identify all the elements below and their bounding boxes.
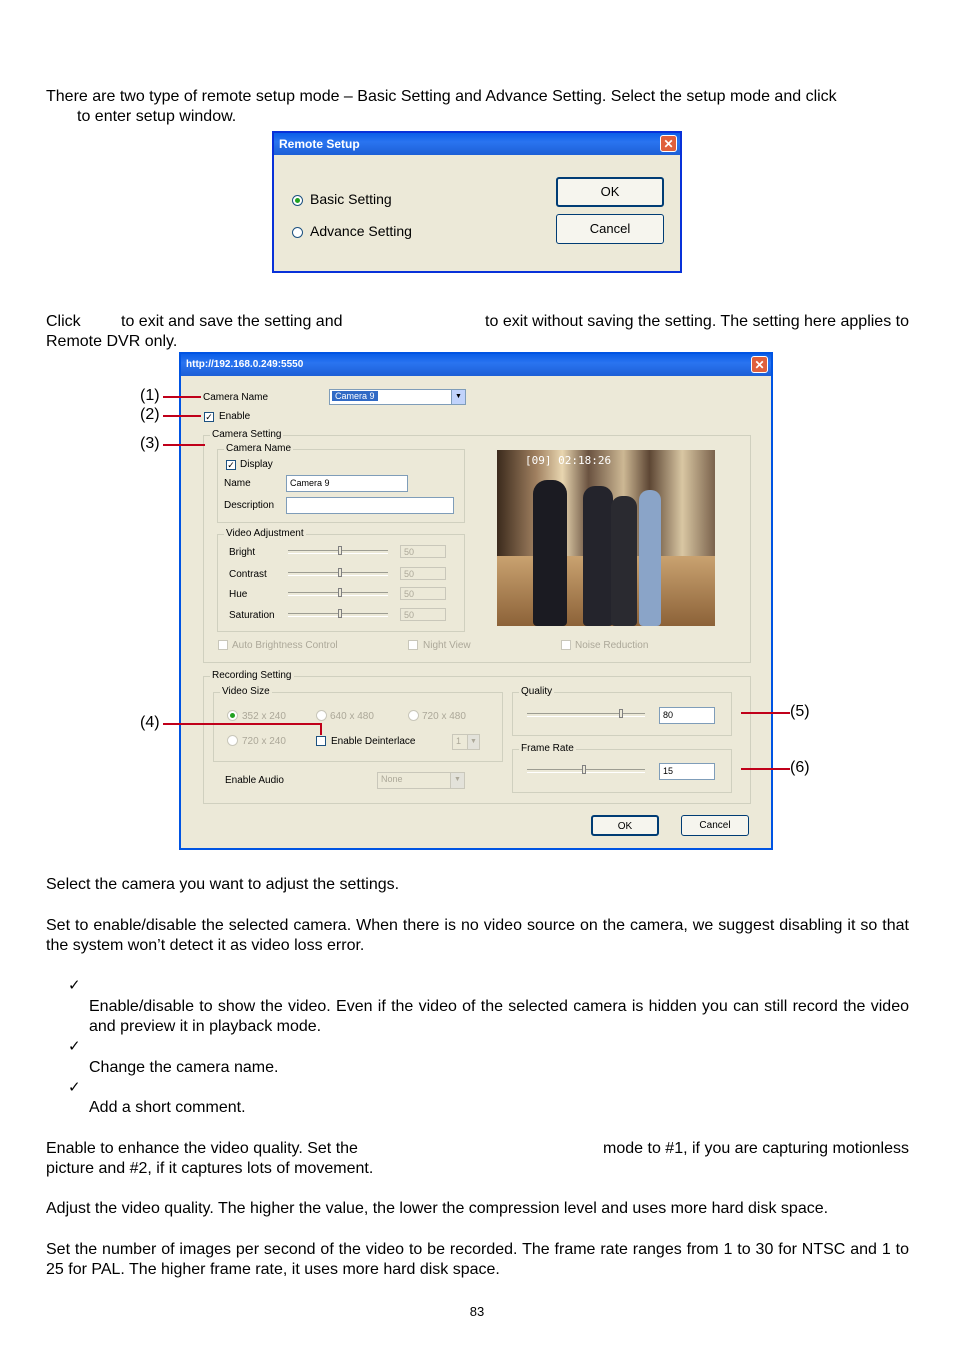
callout-2-line: [163, 415, 201, 417]
click-text-save: to exit and save the setting and: [121, 313, 343, 330]
camera-setup-title: http://192.168.0.249:5550: [186, 359, 304, 370]
audio-select-value: None: [381, 774, 403, 784]
enable-audio-label: Enable Audio: [225, 775, 284, 786]
night-view-checkbox[interactable]: [408, 640, 418, 650]
frame-rate-title: Frame Rate: [521, 743, 574, 754]
ok-button[interactable]: OK: [591, 815, 659, 836]
chevron-down-icon[interactable]: ▼: [451, 390, 465, 404]
quality-slider[interactable]: [527, 713, 645, 717]
paragraph-deinterlace-start: Enable to enhance the video quality. Set the: [46, 1140, 358, 1157]
description-input[interactable]: [286, 497, 454, 514]
camera-preview: [497, 450, 715, 626]
deinterlace-select[interactable]: [452, 734, 480, 750]
callout-2: (2): [140, 406, 160, 423]
person-silhouette: [639, 490, 661, 626]
saturation-label: Saturation: [229, 610, 275, 621]
contrast-value: 50: [400, 567, 446, 580]
callout-1-line: [163, 396, 201, 398]
intro-line-1: There are two type of remote setup mode – Basic Setting and Advance Setting. Select the setup mode and click: [46, 88, 837, 105]
cancel-button[interactable]: Cancel: [556, 214, 664, 244]
camera-name-select-value: Camera 9: [332, 391, 378, 401]
contrast-label: Contrast: [229, 569, 267, 580]
description-label: Description: [224, 500, 275, 511]
bullet-description: Add a short comment.: [89, 1099, 246, 1116]
video-size-title: Video Size: [222, 686, 270, 697]
noise-reduction-label: Noise Reduction: [575, 640, 649, 651]
remote-setup-titlebar: [274, 133, 680, 155]
saturation-value: 50: [400, 608, 446, 621]
click-word: Click: [46, 313, 81, 330]
contrast-slider-thumb[interactable]: [338, 568, 342, 577]
intro-line-2: to enter setup window.: [77, 108, 237, 125]
saturation-slider-thumb[interactable]: [338, 609, 342, 618]
callout-3: (3): [140, 435, 160, 452]
display-label: Display: [240, 459, 273, 470]
click-text-line-2: Remote DVR only.: [46, 333, 178, 350]
bright-slider-thumb[interactable]: [338, 546, 342, 555]
deinterlace-select-value: 1: [456, 736, 462, 746]
recording-setting-title: Recording Setting: [212, 670, 292, 681]
size-720x480-radio[interactable]: [408, 710, 419, 721]
size-640-radio[interactable]: [316, 710, 327, 721]
quality-slider-thumb[interactable]: [619, 709, 623, 718]
paragraph-frame-rate: Set the number of images per second of the video to be recorded. The frame rate ranges from 1 to 30 for NTSC and 1 to 25 for PAL. The higher frame rate, it uses more hard disk space.: [46, 1241, 909, 1278]
preview-timestamp: [09] 02:18:26: [525, 454, 612, 467]
bullet-name: Change the camera name.: [89, 1059, 279, 1076]
name-input[interactable]: Camera 9: [286, 475, 408, 492]
size-352-radio[interactable]: [227, 710, 238, 721]
name-label: Name: [224, 478, 251, 489]
bullet-display: Enable/disable to show the video. Even if the video of the selected camera is hidden you can still record the video and preview it in playback mode.: [89, 998, 909, 1035]
chevron-down-icon[interactable]: ▼: [450, 773, 464, 788]
quality-title: Quality: [521, 686, 553, 697]
auto-brightness-label: Auto Brightness Control: [232, 640, 338, 651]
paragraph-enable: Set to enable/disable the selected camera. When there is no video source on the camera, we suggest disabling it so that the system won’t detect it as video loss error.: [46, 917, 909, 954]
size-720x480-label: 720 x 480: [422, 711, 466, 722]
cancel-button[interactable]: Cancel: [681, 815, 749, 836]
camera-setup-titlebar: [181, 354, 771, 376]
callout-6-line: [741, 768, 790, 770]
checkmark-icon: ✓: [68, 977, 81, 994]
page-number: 83: [469, 1304, 485, 1319]
callout-3-line: [163, 444, 205, 446]
checkmark-icon: ✓: [68, 1079, 81, 1096]
hue-slider-thumb[interactable]: [338, 588, 342, 597]
callout-4: (4): [140, 714, 160, 731]
paragraph-quality: Adjust the video quality. The higher the value, the lower the compression level and uses more hard disk space.: [46, 1200, 829, 1217]
video-adjustment-title: Video Adjustment: [226, 528, 304, 539]
frame-rate-slider-thumb[interactable]: [582, 765, 586, 774]
bright-label: Bright: [229, 547, 256, 558]
noise-reduction-checkbox[interactable]: [561, 640, 571, 650]
video-size-group: [213, 686, 503, 762]
advance-setting-label: Advance Setting: [310, 223, 412, 239]
bright-value: 50: [400, 545, 446, 558]
hue-value: 50: [400, 587, 446, 600]
click-text-exit: to exit without saving the setting. The setting here applies to: [485, 313, 909, 330]
hue-label: Hue: [229, 589, 248, 600]
basic-setting-radio[interactable]: [292, 195, 303, 206]
camera-name-label: Camera Name: [203, 392, 269, 403]
size-352-label: 352 x 240: [242, 711, 286, 722]
camera-setup-dialog: [179, 352, 773, 850]
remote-setup-dialog: [272, 131, 682, 273]
auto-brightness-checkbox[interactable]: [218, 640, 228, 650]
close-icon[interactable]: ✕: [660, 135, 677, 152]
size-720x240-label: 720 x 240: [242, 736, 286, 747]
callout-5: (5): [790, 703, 810, 720]
frame-rate-slider[interactable]: [527, 769, 645, 773]
enable-checkbox[interactable]: ✓: [205, 412, 213, 422]
ok-button[interactable]: OK: [556, 177, 664, 207]
close-icon[interactable]: ✕: [751, 356, 768, 373]
camera-setting-title: Camera Setting: [212, 429, 282, 440]
camera-name-group-title: Camera Name: [226, 443, 292, 454]
paragraph-deinterlace-mode: mode to #1, if you are capturing motionless: [603, 1140, 909, 1157]
callout-6: (6): [790, 759, 810, 776]
callout-4-line-vertical: [320, 723, 322, 735]
enable-deinterlace-label: Enable Deinterlace: [331, 736, 416, 747]
enable-deinterlace-checkbox[interactable]: [316, 736, 326, 746]
quality-value-input[interactable]: 80: [659, 707, 715, 724]
checkmark-icon: ✓: [68, 1038, 81, 1055]
audio-select[interactable]: [377, 772, 465, 789]
display-checkbox[interactable]: ✓: [227, 460, 235, 470]
size-720x240-radio[interactable]: [227, 735, 238, 746]
basic-setting-label: Basic Setting: [310, 191, 392, 207]
frame-rate-value-input[interactable]: 15: [659, 763, 715, 780]
advance-setting-radio[interactable]: [292, 227, 303, 238]
callout-4-line: [163, 723, 321, 725]
size-640-label: 640 x 480: [330, 711, 374, 722]
chevron-down-icon[interactable]: ▼: [467, 735, 479, 749]
person-silhouette: [533, 480, 567, 626]
paragraph-deinterlace-end: picture and #2, if it captures lots of movement.: [46, 1160, 374, 1177]
camera-name-select[interactable]: [329, 389, 466, 405]
night-view-label: Night View: [423, 640, 471, 651]
enable-label: Enable: [219, 411, 251, 422]
paragraph-camera-name: Select the camera you want to adjust the settings.: [46, 876, 400, 893]
person-silhouette: [611, 496, 637, 626]
callout-5-line: [741, 712, 790, 714]
callout-1: (1): [140, 387, 160, 404]
remote-setup-title: Remote Setup: [279, 137, 360, 151]
person-silhouette: [583, 486, 613, 626]
